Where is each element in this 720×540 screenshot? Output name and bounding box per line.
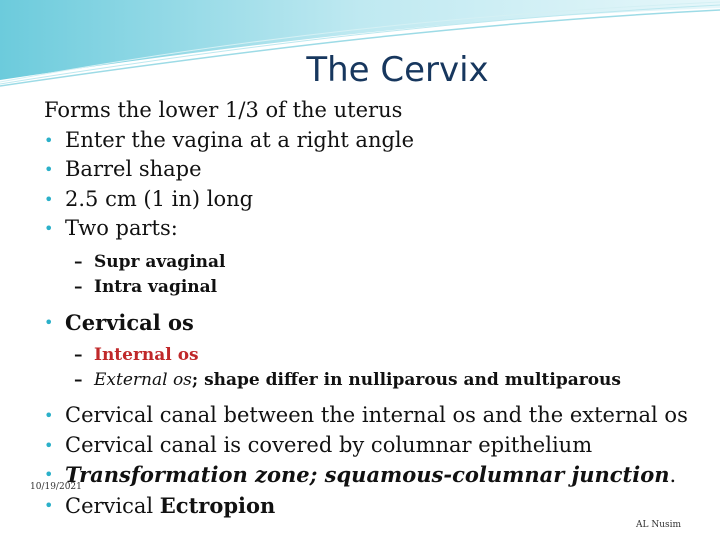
bullet-icon: •	[44, 495, 54, 515]
dash-icon: –	[74, 345, 83, 365]
sub-text-highlight: Internal os	[94, 345, 199, 365]
bullet-item	[44, 491, 714, 522]
sub-item	[44, 275, 714, 300]
bullet-text: .	[669, 463, 677, 487]
bullet-text: Cervical os	[65, 309, 194, 335]
bullet-item	[44, 214, 714, 244]
sub-text-italic: External os	[94, 370, 192, 390]
bullet-icon: •	[44, 130, 54, 150]
bullet-item	[44, 431, 714, 461]
bullet-text: Cervical canal is covered by columnar epithelium	[65, 432, 593, 457]
bullet-icon: •	[44, 219, 54, 238]
intro-line: Forms the lower 1/3 of the uterus	[44, 98, 403, 122]
bullet-text: Cervical	[65, 493, 160, 518]
bullet-item	[44, 185, 714, 215]
bullet-text: Barrel shape	[65, 157, 202, 181]
slide-title: The Cervix	[306, 50, 489, 90]
bullet-icon: •	[44, 312, 54, 332]
bullet-text-bold: Ectropion	[159, 492, 276, 518]
sub-item	[44, 368, 714, 393]
bullet-icon: •	[44, 189, 54, 209]
bullet-item	[44, 401, 714, 431]
sub-item	[44, 343, 714, 368]
bullet-icon: •	[44, 465, 54, 484]
bullet-item	[44, 308, 714, 338]
bullet-item	[44, 126, 714, 156]
bullet-item	[44, 460, 714, 491]
slide-body	[44, 96, 714, 521]
dash-icon: –	[74, 251, 83, 272]
dash-icon: –	[74, 370, 83, 390]
dash-icon: –	[74, 276, 83, 297]
sub-text: Supr avaginal	[94, 251, 226, 272]
bullet-text: Two parts:	[65, 216, 178, 240]
bullet-icon: •	[44, 160, 54, 179]
bullet-text: Enter the vagina at a right angle	[65, 127, 415, 152]
bullet-text-emphasis: Transformation zone; squamous-columnar junction	[65, 462, 670, 487]
footer-date: 10/19/2021	[30, 482, 82, 492]
sub-item	[44, 250, 714, 275]
bullet-text: 2.5 cm (1 in) long	[65, 186, 254, 211]
bullet-icon: •	[44, 435, 54, 455]
sub-text: ; shape differ in nulliparous and multiparous	[191, 370, 621, 390]
bullet-icon: •	[44, 406, 54, 425]
sub-text: Intra vaginal	[94, 276, 218, 297]
bullet-item	[44, 155, 714, 185]
footer-author: AL Nusim	[636, 520, 682, 530]
bullet-text: Cervical canal between the internal os and the external os	[65, 403, 688, 427]
